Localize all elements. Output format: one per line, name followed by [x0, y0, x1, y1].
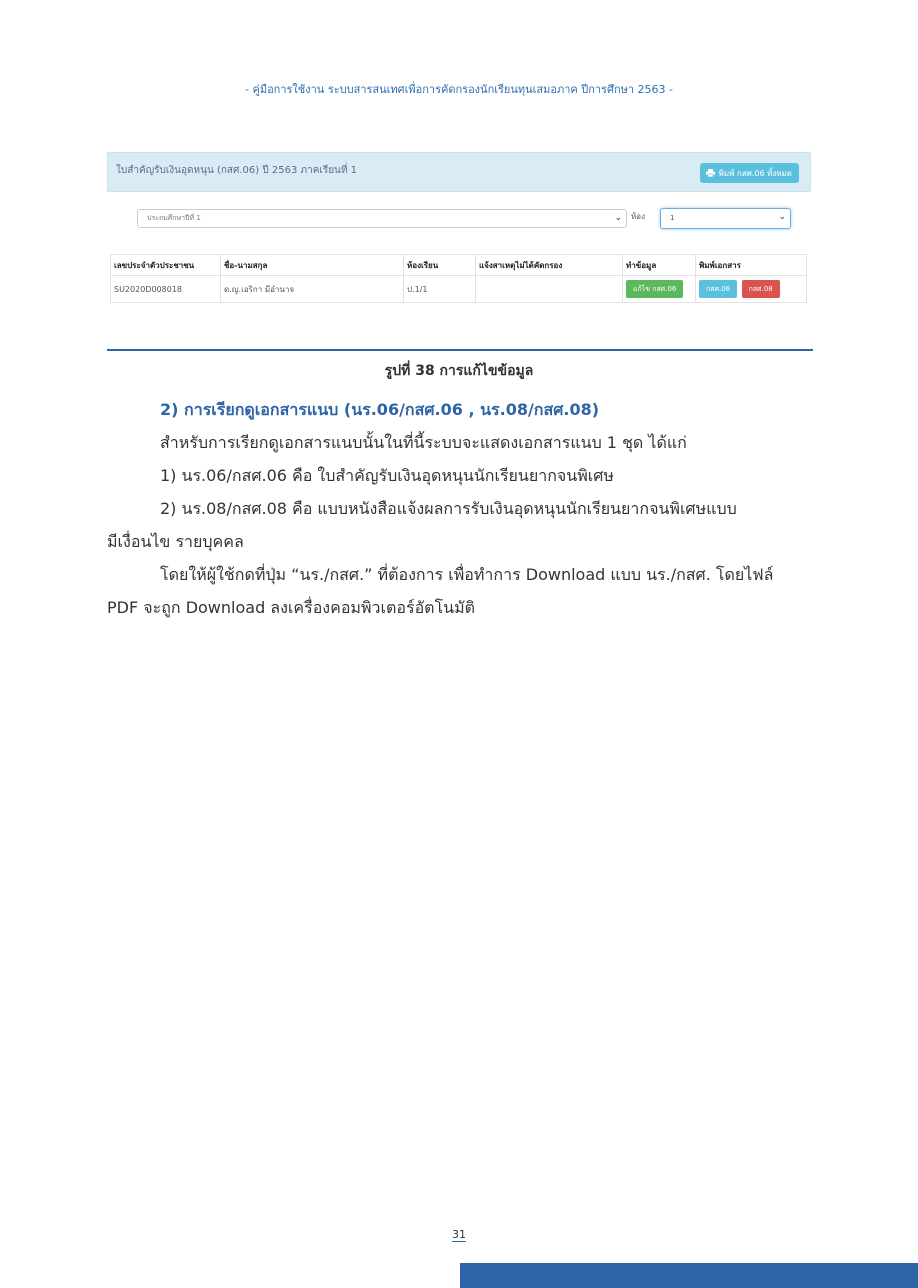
student-name-cell: ด.ญ.เอริกา มีอำนาจ [221, 276, 404, 303]
reason-cell [476, 276, 623, 303]
room-label: ห้อง [631, 212, 645, 221]
page-number [0, 1228, 918, 1241]
action-cell [623, 276, 696, 303]
chevron-down-icon: ⌄ [778, 212, 786, 222]
column-header: ทำข้อมูล [623, 255, 696, 276]
room-select[interactable] [660, 208, 791, 229]
column-header: ห้องเรียน [404, 255, 476, 276]
citizen-id-cell: SU2020D008018 [111, 276, 221, 303]
room-select-value: 1 [670, 214, 675, 222]
footer-bar [460, 1263, 918, 1288]
edit-doc06-button[interactable]: แก้ไข กสศ.06 [626, 280, 683, 298]
print-all-button[interactable] [700, 163, 799, 183]
column-header: พิมพ์เอกสาร [696, 255, 807, 276]
panel-header [107, 152, 811, 192]
column-header: เลขประจำตัวประชาชน [111, 255, 221, 276]
grade-select[interactable] [137, 209, 627, 228]
doc06-button[interactable]: กสศ.06 [699, 280, 737, 298]
student-table [110, 254, 807, 303]
table-row [111, 276, 807, 303]
paragraph-instruction-line2: PDF จะถูก Download ลงเครื่องคอมพิวเตอร์อัตโนมัติ [107, 598, 476, 617]
divider [107, 349, 813, 351]
figure-caption: รูปที่ 38 การแก้ไขข้อมูล [384, 363, 534, 379]
column-header: แจ้งสาเหตุไม่ได้คัดกรอง [476, 255, 623, 276]
grade-select-value: ประถมศึกษาปีที่ 1 [147, 214, 201, 222]
classroom-cell: ป.1/1 [404, 276, 476, 303]
paragraph-intro: สำหรับการเรียกดูเอกสารแนบนั้นในที่นี้ระบบจะแสดงเอกสารแนบ 1 ชุด ได้แก่ [160, 433, 687, 452]
chevron-down-icon: ⌄ [614, 213, 622, 223]
paragraph-item-2-line1: 2) นร.08/กสศ.08 คือ แบบหนังสือแจ้งผลการรับเงินอุดหนุนนักเรียนยากจนพิเศษแบบ [160, 499, 737, 518]
embedded-screenshot [107, 152, 811, 304]
column-header: ชื่อ-นามสกุล [221, 255, 404, 276]
print-all-label: พิมพ์ กสศ.06 ทั้งหมด [718, 168, 792, 178]
running-header: - คู่มือการใช้งาน ระบบสารสนเทศเพื่อการคัดกรองนักเรียนทุนเสมอภาค ปีการศึกษา 2563 - [245, 83, 673, 96]
panel-title: ใบสำคัญรับเงินอุดหนุน (กสศ.06) ปี 2563 ภาคเรียนที่ 1 [116, 165, 358, 176]
table-header-row [111, 255, 807, 276]
section-heading: 2) การเรียกดูเอกสารแนบ (นร.06/กสศ.06 , นร.08/กสศ.08) [160, 400, 600, 419]
paragraph-instruction-line1: โดยให้ผู้ใช้กดที่ปุ่ม “นร./กสศ.” ที่ต้องการ เพื่อทำการ Download แบบ นร./กสศ. โดยไฟล์ [160, 565, 774, 584]
paragraph-item-2-line2: มีเงื่อนไข รายบุคคล [107, 532, 244, 551]
page-number-value: 31 [452, 1228, 466, 1241]
doc08-button[interactable]: กสศ.08 [742, 280, 780, 298]
printer-icon [706, 169, 715, 177]
paragraph-item-1: 1) นร.06/กสศ.06 คือ ใบสำคัญรับเงินอุดหนุนนักเรียนยากจนพิเศษ [160, 466, 614, 485]
print-cell [696, 276, 807, 303]
